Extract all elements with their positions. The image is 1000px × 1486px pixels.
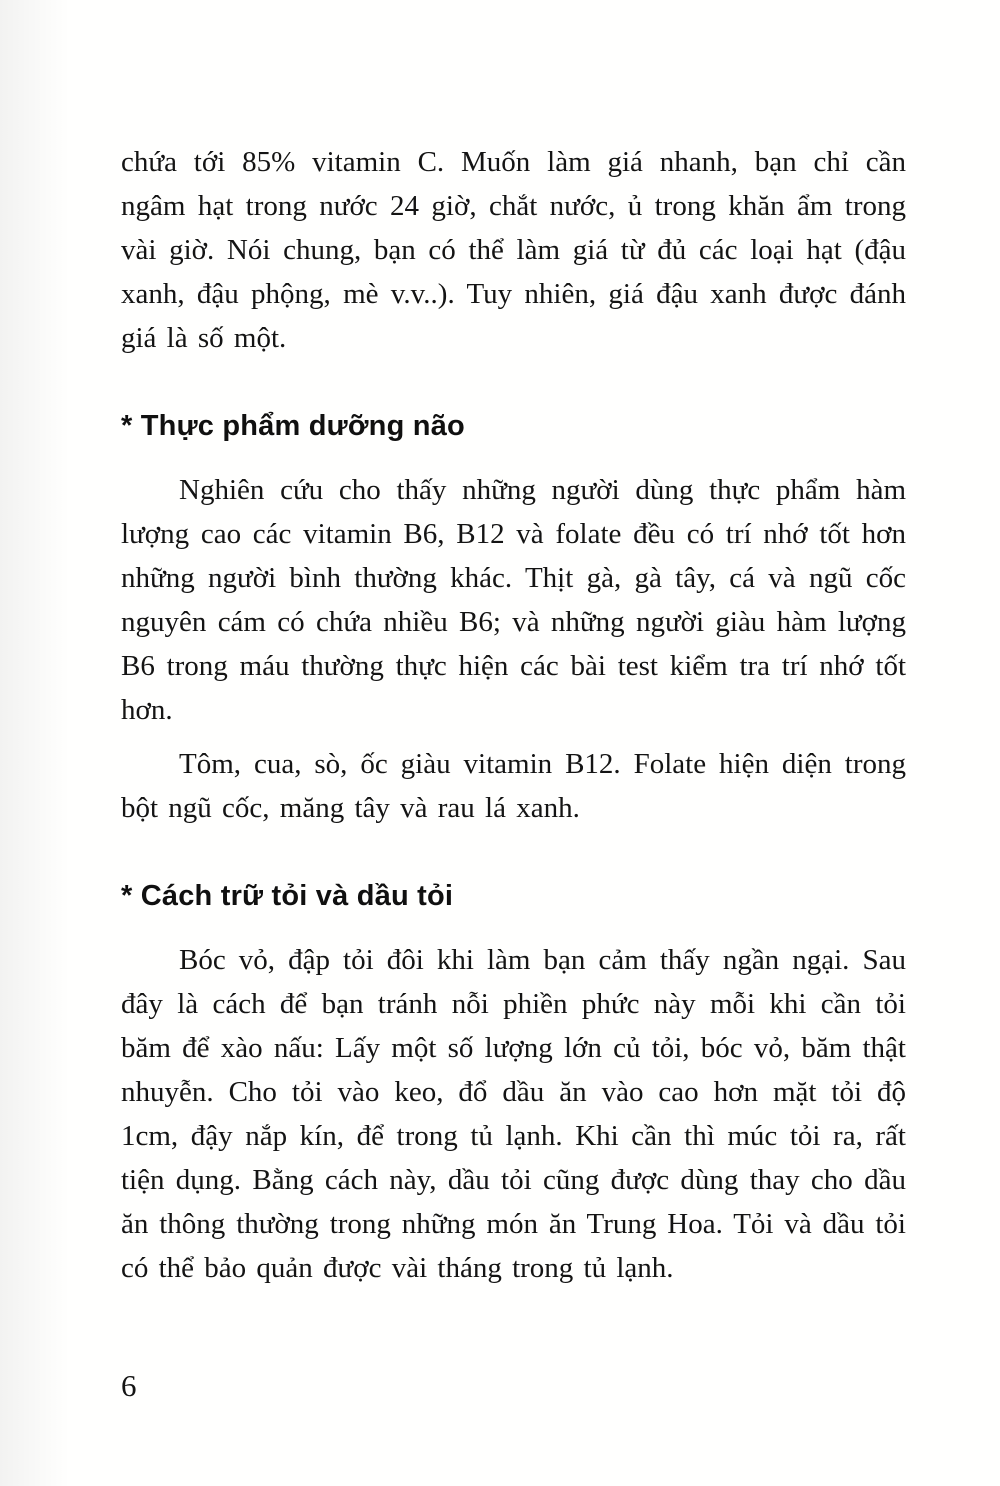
paragraph-intro: chứa tới 85% vitamin C. Muốn làm giá nhanh, bạn chỉ cần ngâm hạt trong nước 24 giờ, chắt nước, ủ trong khăn ẩm trong vài giờ. Nói chung, bạn có thể làm giá từ đủ các loại hạt (đậu xanh, đậu phộng, mè v.v..). Tuy nhiên, giá đậu xanh được đánh giá là số một. xyxy=(121,146,906,354)
section-heading-garlic-storage: * Cách trữ tỏi và dầu tỏi xyxy=(121,880,454,912)
section-heading-brain-food: * Thực phẩm dưỡng não xyxy=(121,410,465,442)
text-block xyxy=(121,140,906,1300)
page-number: 6 xyxy=(121,1368,137,1403)
paragraph-brain-food-2: Tôm, cua, sò, ốc giàu vitamin B12. Folate hiện diện trong bột ngũ cốc, măng tây và rau lá xanh. xyxy=(121,748,906,824)
paragraph-brain-food-1: Nghiên cứu cho thấy những người dùng thực phẩm hàm lượng cao các vitamin B6, B12 và folate đều có trí nhớ tốt hơn những người bình thường khác. Thịt gà, gà tây, cá và ngũ cốc nguyên cám có chứa nhiều B6; và những người giàu hàm lượng B6 trong máu thường thực hiện các bài test kiểm tra trí nhớ tốt hơn. xyxy=(121,474,906,726)
paragraph-garlic-storage-1: Bóc vỏ, đập tỏi đôi khi làm bạn cảm thấy ngần ngại. Sau đây là cách để bạn tránh nỗi phiền phức này mỗi khi cần tỏi băm để xào nấu: Lấy một số lượng lớn củ tỏi, bóc vỏ, băm thật nhuyễn. Cho tỏi vào keo, đổ dầu ăn vào cao hơn mặt tỏi độ 1cm, đậy nắp kín, để trong tủ lạnh. Khi cần thì múc tỏi ra, rất tiện dụng. Bằng cách này, dầu tỏi cũng được dùng thay cho dầu ăn thông thường trong những món ăn Trung Hoa. Tỏi và dầu tỏi có thể bảo quản được vài tháng trong tủ lạnh. xyxy=(121,944,906,1284)
